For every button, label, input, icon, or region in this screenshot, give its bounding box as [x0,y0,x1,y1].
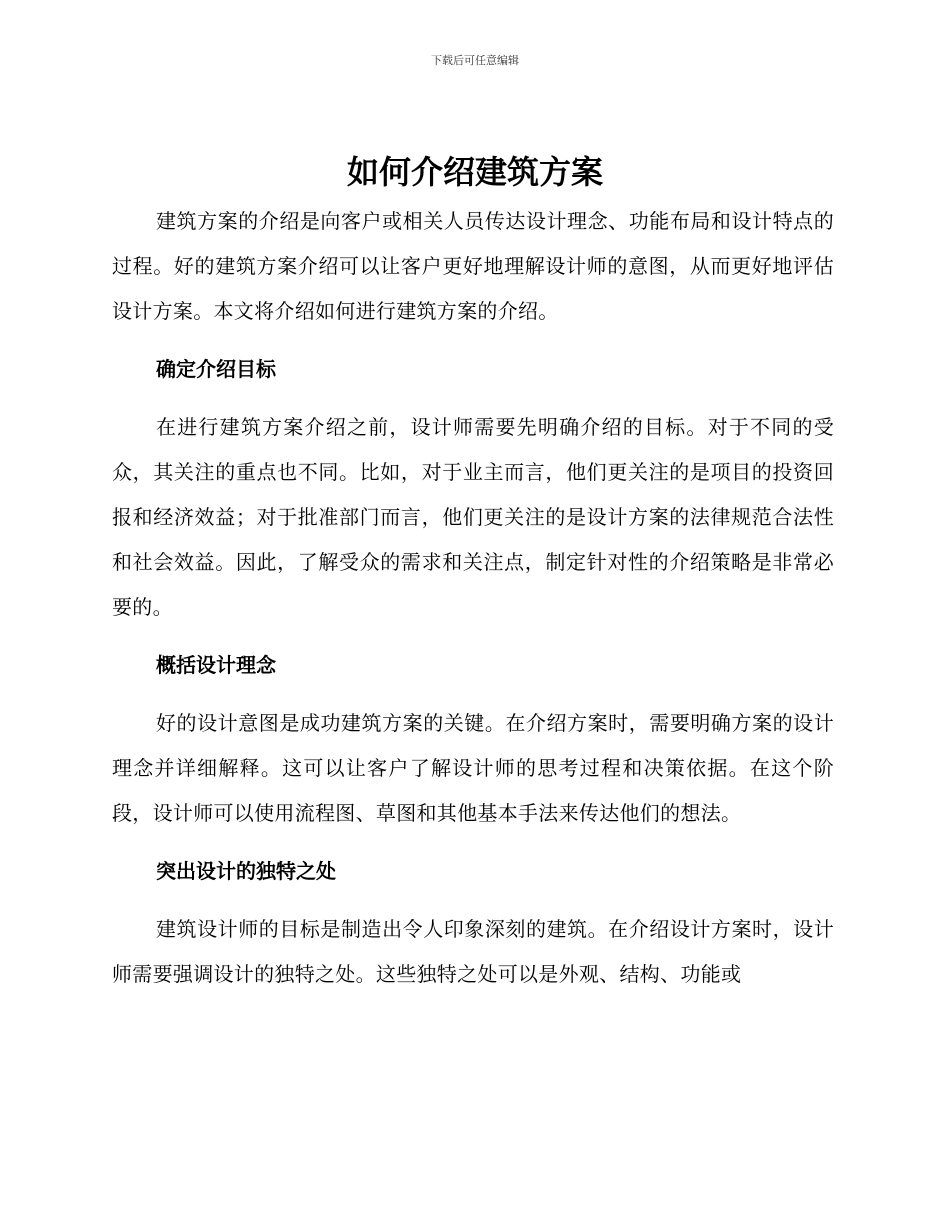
page-header-note: 下载后可任意编辑 [431,54,519,67]
section-heading-define-goal: 确定介绍目标 [156,357,276,381]
section-paragraph-define-goal: 在进行建筑方案介绍之前，设计师需要先明确介绍的目标。对于不同的受众，其关注的重点也不同。比如，对于业主而言，他们更关注的是项目的投资回报和经济效益；对于批准部门而言，他们更关注的是设计方案的法律规范合法性和社会效益。因此，了解受众的需求和关注点，制定针对性的介绍策略是非常必要的。 [112,415,834,619]
section-heading-unique-features: 突出设计的独特之处 [156,859,336,883]
intro-paragraph: 建筑方案的介绍是向客户或相关人员传达设计理念、功能布局和设计特点的过程。好的建筑方案介绍可以让客户更好地理解设计师的意图，从而更好地评估设计方案。本文将介绍如何进行建筑方案的介绍。 [112,209,834,323]
section-paragraph-design-concept: 好的设计意图是成功建筑方案的关键。在介绍方案时，需要明确方案的设计理念并详细解释。这可以让客户了解设计师的思考过程和决策依据。在这个阶段，设计师可以使用流程图、草图和其他基本手法来传达他们的想法。 [112,711,834,825]
section-heading-design-concept: 概括设计理念 [156,653,276,677]
section-paragraph-unique-features: 建筑设计师的目标是制造出令人印象深刻的建筑。在介绍设计方案时，设计师需要强调设计的独特之处。这些独特之处可以是外观、结构、功能或 [112,917,834,986]
document-body [112,199,834,1010]
document-title: 如何介绍建筑方案 [346,153,603,191]
